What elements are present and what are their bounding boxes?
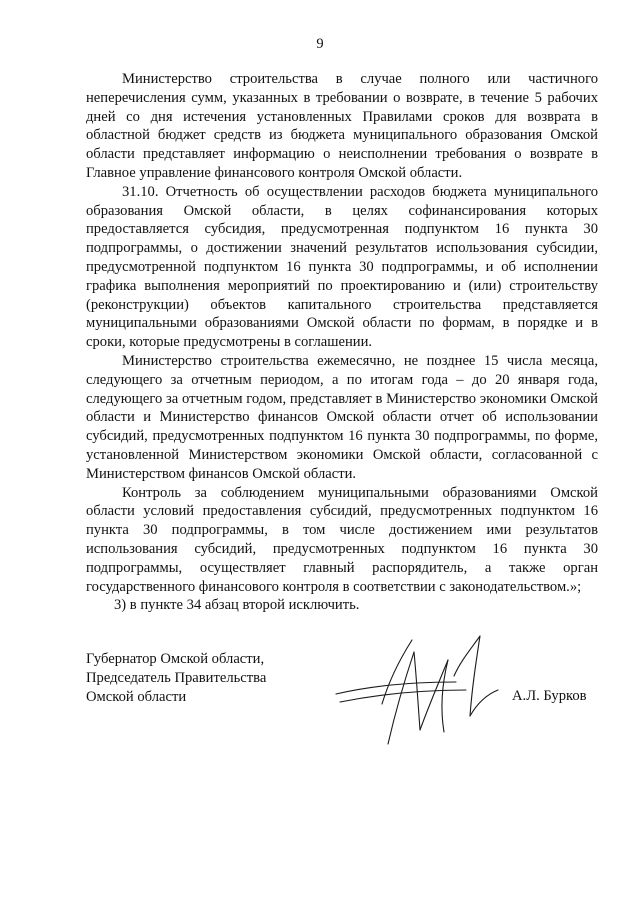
paragraph-31-10-reporting: 31.10. Отчетность об осуществлении расходов бюджета муниципального образования Омской области, в целях софинансирования которых предоставляется субсидия, предусмотренная подпунктом 16 пункта 30 подпрограммы, о достижении значений результатов использования субсидии, предусмотренной подпунктом 16 пункта 30 подпрограммы, и об исполнении графика выполнения мероприятий по проектированию и (или) строительству (реконструкции) объектов капитального строительства представляется муниципальными образованиями Омской области по формам, в порядке и в сроки, которые предусмотрены в соглашении. xyxy=(86,183,598,351)
paragraph-item-3: 3) в пункте 34 абзац второй исключить. xyxy=(114,597,360,614)
signature-block xyxy=(86,650,266,706)
signer-title-line-3: Омской области xyxy=(86,688,187,705)
signer-title-line-1: Губернатор Омской области, xyxy=(86,651,265,667)
page-number: 9 xyxy=(316,36,324,52)
signer-title-line-2: Председатель Правительства xyxy=(86,669,267,686)
paragraph-return-requirement: Министерство строительства в случае полного или частичного неперечисления сумм, указанных в требовании о возврате, в течение 5 рабочих дней со дня истечения установленных Правилами сроков для возврата в областной бюджет средств из бюджета муниципального образования Омской области представляет информацию о неисполнении требования о возврате в Главное управление финансового контроля Омской области. xyxy=(86,71,598,181)
document-body xyxy=(86,70,598,615)
paragraph-monthly-report: Министерство строительства ежемесячно, не позднее 15 числа месяца, следующего за отчетным периодом, а по итогам года – до 20 января года, следующего за отчетным годом, представляет в Министерство экономики Омской области и Министерство финансов Омской области отчет об использовании субсидий, предусмотренных подпунктом 16 пункта 30 подпрограммы, по форме, установленной Министерством экономики Омской области, согласованной с Министерством финансов Омской области. xyxy=(86,352,598,482)
signer-name: А.Л. Бурков xyxy=(512,688,587,704)
paragraph-control: Контроль за соблюдением муниципальными образованиями Омской области условий предоставления субсидий, предусмотренных подпунктом 16 пункта 30 подпрограммы, в том числе достижением ими результатов использования субсидий, предусмотренных подпунктом 16 пункта 30 подпрограммы, осуществляет главный распорядитель, а также орган государственного финансового контроля в соответствии с законодательством.»; xyxy=(86,484,598,595)
handwritten-signature xyxy=(330,632,500,750)
